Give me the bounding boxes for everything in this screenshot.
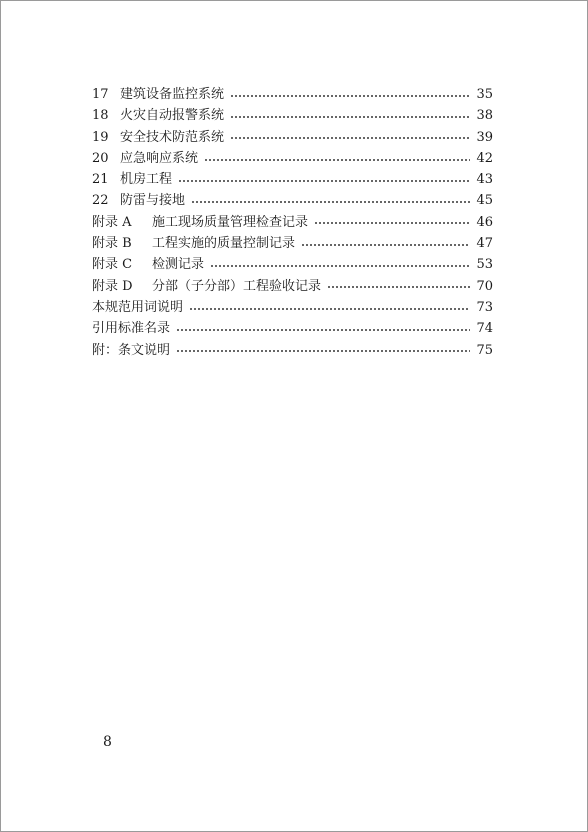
toc-entry[interactable] — [92, 233, 493, 254]
toc-entry-page: 35 — [476, 87, 493, 102]
toc-entry-label — [92, 233, 295, 254]
toc-leader-dots — [230, 95, 470, 97]
toc-leader-dots — [189, 308, 470, 310]
toc-entry-page: 42 — [476, 150, 493, 166]
toc-entry-title: 应急响应系统 — [120, 150, 199, 166]
toc-entry-title: 本规范用词说明 — [92, 299, 184, 315]
toc-entry[interactable] — [92, 169, 493, 190]
toc-entry-title: 施工现场质量管理检查记录 — [152, 214, 309, 230]
toc-entry-page: 47 — [476, 236, 493, 252]
toc-entry-title: 检测记录 — [152, 257, 205, 273]
toc-entry-page: 74 — [476, 321, 493, 337]
toc-entry-label — [92, 169, 172, 190]
toc-leader-dots — [314, 222, 470, 224]
toc-entry-label — [92, 297, 183, 318]
toc-entry-label — [92, 318, 170, 339]
toc-entry[interactable] — [92, 127, 493, 148]
toc-entry-label — [92, 276, 321, 297]
toc-entry-label — [92, 212, 308, 233]
toc-entry[interactable] — [92, 276, 493, 297]
toc-leader-dots — [210, 265, 470, 267]
toc-entry-page: 70 — [476, 278, 493, 294]
toc-leader-dots — [301, 244, 470, 246]
toc-entry-title: 安全技术防范系统 — [120, 129, 225, 145]
toc-entry-title: 引用标准名录 — [92, 321, 171, 337]
toc-entry-title: 建筑设备监控系统 — [120, 87, 225, 102]
toc-entry-title: 防雷与接地 — [120, 193, 186, 209]
toc-leader-dots — [230, 116, 470, 118]
toc-entry[interactable] — [92, 212, 493, 233]
toc-entry[interactable] — [92, 340, 493, 361]
toc-entry-number: 附录 B — [92, 236, 132, 252]
toc-entry-number: 附录 A — [92, 214, 132, 230]
toc-entry-title: 火灾自动报警系统 — [120, 108, 225, 124]
toc-entry-number: 附录 D — [92, 278, 133, 294]
toc-entry-page: 43 — [476, 172, 493, 188]
toc-entry-number: 22 — [92, 193, 109, 209]
page-number: 8 — [103, 734, 112, 750]
toc-entry-page: 39 — [476, 129, 493, 145]
toc-entry-label — [92, 190, 185, 211]
toc-leader-dots — [204, 159, 470, 161]
toc-entry[interactable] — [92, 254, 493, 275]
toc-leader-dots — [176, 350, 470, 352]
toc-entry-page: 45 — [476, 193, 493, 209]
toc-entry-page: 46 — [476, 214, 493, 230]
toc-entry-number: 18 — [92, 108, 109, 124]
toc-entry-title: 工程实施的质量控制记录 — [152, 236, 296, 252]
toc-entry-number: 附录 C — [92, 257, 133, 273]
toc-entry-label — [92, 254, 204, 275]
toc-entry-number: 20 — [92, 150, 109, 166]
toc-leader-dots — [176, 329, 470, 331]
toc-entry-number: 21 — [92, 172, 109, 188]
toc-leader-dots — [230, 137, 470, 139]
toc-entry-page: 73 — [476, 299, 493, 315]
toc-entry-page: 53 — [476, 257, 493, 273]
toc-entry-label — [92, 84, 224, 105]
toc-entry[interactable] — [92, 105, 493, 126]
toc-entry[interactable] — [92, 84, 493, 105]
toc-entry-title: 附：条文说明 — [92, 342, 171, 358]
toc-entry-title: 机房工程 — [120, 172, 173, 188]
toc-leader-dots — [178, 180, 470, 182]
toc-entry[interactable] — [92, 318, 493, 339]
toc-entry-label — [92, 148, 198, 169]
toc-entry-label — [92, 105, 224, 126]
toc-leader-dots — [327, 286, 470, 288]
toc-entry-page: 38 — [476, 108, 493, 124]
toc-entry-number: 19 — [92, 129, 109, 145]
toc-leader-dots — [191, 201, 470, 203]
toc-entry-page: 75 — [476, 342, 493, 358]
toc-entry[interactable] — [92, 297, 493, 318]
toc-entry[interactable] — [92, 148, 493, 169]
toc-entry-title: 分部（子分部）工程验收记录 — [152, 278, 322, 294]
table-of-contents — [92, 84, 493, 361]
toc-entry-label — [92, 340, 170, 361]
toc-entry[interactable] — [92, 190, 493, 211]
toc-entry-number: 17 — [92, 87, 109, 102]
toc-entry-label — [92, 127, 224, 148]
